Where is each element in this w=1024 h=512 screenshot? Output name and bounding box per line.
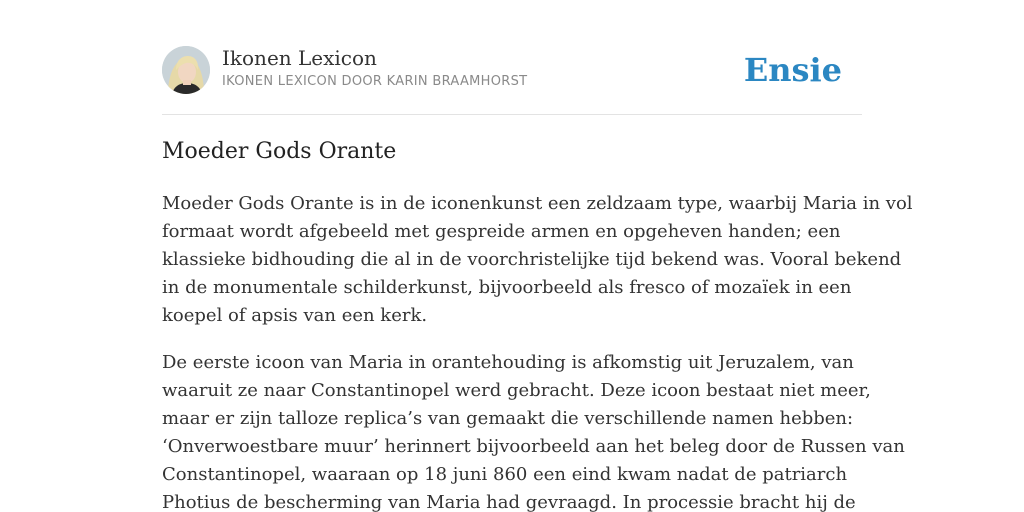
paragraph-line: klassieke bidhouding die al in de voorchristelijke tijd bekend was. Vooral bekend xyxy=(162,249,902,270)
brand-logo[interactable]: Ensie xyxy=(743,51,842,89)
article-paragraph xyxy=(162,190,913,330)
paragraph-line: Moeder Gods Orante is in de iconenkunst een zeldzaam type, waarbij Maria in vol xyxy=(162,193,913,214)
author-header xyxy=(162,46,862,115)
paragraph-line: waaruit ze naar Constantinopel werd gebracht. Deze icoon bestaat niet meer, xyxy=(162,380,871,401)
article-title: Moeder Gods Orante xyxy=(162,139,397,164)
author-subtitle: IKONEN LEXICON DOOR KARIN BRAAMHORST xyxy=(222,74,528,89)
paragraph-line: De eerste icoon van Maria in orantehouding is afkomstig uit Jeruzalem, van xyxy=(162,352,854,373)
author-name[interactable]: Ikonen Lexicon xyxy=(222,46,377,70)
avatar[interactable] xyxy=(162,46,210,94)
article-paragraph xyxy=(162,349,905,512)
paragraph-line: formaat wordt afgebeeld met gespreide armen en opgeheven handen; een xyxy=(162,221,841,242)
paragraph-line: in de monumentale schilderkunst, bijvoorbeeld als fresco of mozaïek in een xyxy=(162,277,852,298)
paragraph-line: koepel of apsis van een kerk. xyxy=(162,305,428,326)
paragraph-line: ‘Onverwoestbare muur’ herinnert bijvoorbeeld aan het beleg door de Russen van xyxy=(162,436,905,457)
paragraph-line: maar er zijn talloze replica’s van gemaakt die verschillende namen hebben: xyxy=(162,408,854,429)
paragraph-line: Constantinopel, waaraan op 18 juni 860 een eind kwam nadat de patriarch xyxy=(162,464,848,485)
paragraph-line: Photius de bescherming van Maria had gevraagd. In processie bracht hij de xyxy=(162,492,856,512)
avatar-portrait-icon xyxy=(162,46,210,94)
